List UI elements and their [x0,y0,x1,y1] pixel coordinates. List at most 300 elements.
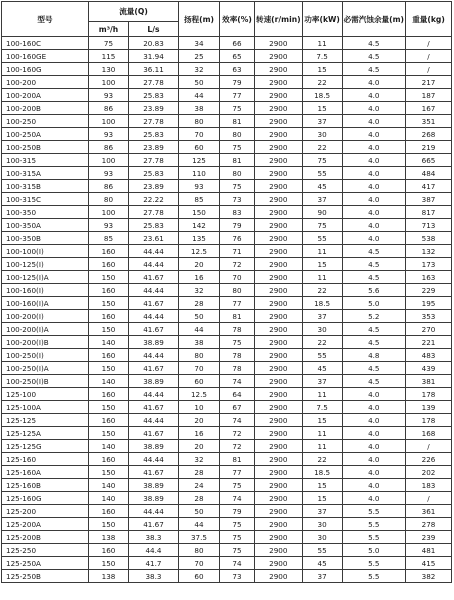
table-row [2,570,452,583]
cell-power: 55 [302,544,342,557]
cell-weight: 195 [406,297,452,310]
cell-efficiency: 72 [220,427,255,440]
cell-flow-ls: 22.22 [129,193,179,206]
cell-weight: 178 [406,414,452,427]
cell-head: 70 [179,557,220,570]
cell-npsh: 4.5 [342,375,405,388]
cell-npsh: 4.0 [342,219,405,232]
table-row [2,401,452,414]
cell-flow-m3h: 150 [89,401,129,414]
cell-efficiency: 77 [220,466,255,479]
cell-efficiency: 75 [220,180,255,193]
header-flow-m3h: m³/h [89,22,129,37]
cell-efficiency: 80 [220,167,255,180]
cell-weight: 202 [406,466,452,479]
cell-npsh: 4.0 [342,401,405,414]
cell-model: 100-160(I) [2,284,89,297]
cell-efficiency: 75 [220,544,255,557]
cell-power: 45 [302,180,342,193]
table-body [2,37,452,583]
table-row [2,531,452,544]
cell-model: 100-200A [2,89,89,102]
cell-head: 60 [179,375,220,388]
cell-efficiency: 81 [220,310,255,323]
cell-flow-m3h: 150 [89,518,129,531]
cell-flow-ls: 44.44 [129,245,179,258]
cell-power: 15 [302,102,342,115]
cell-efficiency: 81 [220,154,255,167]
cell-model: 100-160(I)A [2,297,89,310]
cell-weight: 387 [406,193,452,206]
cell-head: 70 [179,128,220,141]
cell-npsh: 4.8 [342,349,405,362]
table-row [2,180,452,193]
cell-flow-m3h: 150 [89,466,129,479]
cell-efficiency: 78 [220,349,255,362]
cell-speed: 2900 [255,427,303,440]
cell-speed: 2900 [255,570,303,583]
cell-weight: 132 [406,245,452,258]
cell-power: 37 [302,375,342,388]
cell-flow-m3h: 100 [89,206,129,219]
cell-flow-m3h: 138 [89,531,129,544]
cell-power: 15 [302,258,342,271]
cell-weight: 168 [406,427,452,440]
cell-speed: 2900 [255,453,303,466]
cell-flow-m3h: 93 [89,128,129,141]
cell-npsh: 4.0 [342,492,405,505]
cell-flow-ls: 36.11 [129,63,179,76]
cell-weight: 229 [406,284,452,297]
cell-flow-ls: 41.67 [129,362,179,375]
cell-flow-ls: 41.67 [129,518,179,531]
table-row [2,219,452,232]
cell-model: 100-160G [2,63,89,76]
cell-speed: 2900 [255,440,303,453]
table-row [2,258,452,271]
cell-power: 30 [302,531,342,544]
cell-flow-ls: 27.78 [129,115,179,128]
cell-weight: 665 [406,154,452,167]
cell-npsh: 4.0 [342,102,405,115]
cell-weight: 361 [406,505,452,518]
table-row [2,50,452,63]
table-row [2,141,452,154]
cell-power: 75 [302,219,342,232]
cell-power: 75 [302,154,342,167]
cell-power: 55 [302,349,342,362]
cell-flow-m3h: 150 [89,427,129,440]
table-row [2,466,452,479]
cell-head: 60 [179,570,220,583]
cell-flow-ls: 25.83 [129,128,179,141]
cell-flow-m3h: 93 [89,167,129,180]
cell-power: 22 [302,453,342,466]
cell-speed: 2900 [255,50,303,63]
cell-model: 125-100A [2,401,89,414]
cell-head: 32 [179,453,220,466]
cell-head: 25 [179,50,220,63]
cell-flow-ls: 27.78 [129,206,179,219]
cell-efficiency: 78 [220,323,255,336]
cell-head: 50 [179,76,220,89]
cell-head: 135 [179,232,220,245]
cell-head: 32 [179,284,220,297]
cell-head: 44 [179,518,220,531]
cell-flow-ls: 38.89 [129,492,179,505]
cell-flow-m3h: 150 [89,362,129,375]
cell-flow-ls: 44.44 [129,388,179,401]
cell-weight: 219 [406,141,452,154]
cell-npsh: 4.0 [342,206,405,219]
cell-model: 100-200(I)B [2,336,89,349]
cell-flow-m3h: 75 [89,37,129,50]
cell-flow-ls: 23.89 [129,141,179,154]
cell-head: 12.5 [179,388,220,401]
cell-flow-m3h: 160 [89,453,129,466]
cell-head: 70 [179,362,220,375]
cell-model: 100-250 [2,115,89,128]
cell-power: 30 [302,128,342,141]
cell-npsh: 4.0 [342,167,405,180]
cell-efficiency: 73 [220,193,255,206]
cell-npsh: 4.5 [342,63,405,76]
cell-weight: 268 [406,128,452,141]
cell-weight: 270 [406,323,452,336]
table-row [2,102,452,115]
cell-speed: 2900 [255,518,303,531]
cell-weight: 173 [406,258,452,271]
cell-efficiency: 79 [220,76,255,89]
pump-spec-table [1,1,452,583]
table-row [2,427,452,440]
table-row [2,518,452,531]
cell-efficiency: 75 [220,479,255,492]
cell-flow-ls: 38.89 [129,440,179,453]
cell-flow-m3h: 150 [89,323,129,336]
cell-speed: 2900 [255,193,303,206]
cell-npsh: 4.0 [342,232,405,245]
cell-speed: 2900 [255,271,303,284]
cell-power: 11 [302,37,342,50]
cell-efficiency: 67 [220,401,255,414]
cell-npsh: 5.5 [342,505,405,518]
cell-flow-ls: 27.78 [129,154,179,167]
cell-speed: 2900 [255,232,303,245]
cell-weight: 417 [406,180,452,193]
cell-model: 100-250(I) [2,349,89,362]
cell-speed: 2900 [255,544,303,557]
cell-efficiency: 75 [220,336,255,349]
cell-npsh: 4.5 [342,271,405,284]
cell-head: 12.5 [179,245,220,258]
table-row [2,479,452,492]
cell-head: 20 [179,440,220,453]
cell-model: 100-315C [2,193,89,206]
cell-npsh: 4.0 [342,141,405,154]
cell-efficiency: 79 [220,219,255,232]
table-row [2,505,452,518]
cell-speed: 2900 [255,63,303,76]
cell-efficiency: 75 [220,531,255,544]
cell-model: 100-250A [2,128,89,141]
table-row [2,310,452,323]
cell-power: 11 [302,245,342,258]
cell-power: 22 [302,141,342,154]
cell-flow-m3h: 93 [89,219,129,232]
cell-speed: 2900 [255,479,303,492]
cell-model: 100-200(I) [2,310,89,323]
cell-head: 20 [179,258,220,271]
cell-weight: 713 [406,219,452,232]
table-row [2,63,452,76]
cell-flow-ls: 23.89 [129,180,179,193]
cell-model: 125-160 [2,453,89,466]
cell-efficiency: 80 [220,284,255,297]
cell-flow-ls: 23.89 [129,102,179,115]
cell-power: 7.5 [302,401,342,414]
table-row [2,453,452,466]
cell-power: 15 [302,479,342,492]
cell-flow-ls: 44.44 [129,284,179,297]
cell-flow-m3h: 160 [89,310,129,323]
cell-model: 125-125G [2,440,89,453]
cell-model: 100-160GE [2,50,89,63]
cell-head: 80 [179,349,220,362]
cell-flow-ls: 41.7 [129,557,179,570]
table-row [2,336,452,349]
cell-model: 100-350A [2,219,89,232]
cell-efficiency: 65 [220,50,255,63]
table-row [2,154,452,167]
cell-npsh: 5.2 [342,310,405,323]
cell-flow-ls: 25.83 [129,89,179,102]
cell-efficiency: 74 [220,492,255,505]
cell-model: 125-160G [2,492,89,505]
cell-flow-m3h: 160 [89,349,129,362]
cell-efficiency: 75 [220,518,255,531]
cell-flow-m3h: 140 [89,375,129,388]
table-row [2,206,452,219]
cell-flow-ls: 41.67 [129,297,179,310]
cell-efficiency: 74 [220,557,255,570]
cell-model: 125-160B [2,479,89,492]
cell-power: 37 [302,310,342,323]
cell-flow-ls: 44.44 [129,258,179,271]
cell-model: 100-315B [2,180,89,193]
cell-power: 11 [302,271,342,284]
cell-flow-ls: 38.89 [129,336,179,349]
cell-weight: / [406,50,452,63]
cell-npsh: 4.0 [342,427,405,440]
cell-efficiency: 75 [220,102,255,115]
cell-head: 20 [179,414,220,427]
cell-speed: 2900 [255,258,303,271]
table-row [2,271,452,284]
cell-model: 100-250(I)B [2,375,89,388]
cell-head: 24 [179,479,220,492]
cell-weight: 163 [406,271,452,284]
header-head: 扬程(m) [179,2,220,37]
cell-power: 15 [302,414,342,427]
cell-model: 100-200B [2,102,89,115]
cell-speed: 2900 [255,531,303,544]
cell-model: 100-100(I) [2,245,89,258]
cell-head: 38 [179,102,220,115]
cell-model: 100-315 [2,154,89,167]
cell-efficiency: 63 [220,63,255,76]
cell-flow-ls: 41.67 [129,427,179,440]
cell-weight: / [406,440,452,453]
table-row [2,167,452,180]
cell-flow-m3h: 140 [89,492,129,505]
cell-flow-m3h: 150 [89,297,129,310]
cell-flow-m3h: 86 [89,141,129,154]
cell-power: 22 [302,76,342,89]
cell-npsh: 5.5 [342,531,405,544]
cell-efficiency: 70 [220,271,255,284]
cell-model: 125-200A [2,518,89,531]
cell-weight: 221 [406,336,452,349]
cell-head: 16 [179,427,220,440]
cell-npsh: 4.0 [342,76,405,89]
table-row [2,37,452,50]
cell-npsh: 4.0 [342,453,405,466]
cell-power: 45 [302,557,342,570]
cell-efficiency: 79 [220,505,255,518]
cell-flow-ls: 44.44 [129,310,179,323]
cell-weight: 167 [406,102,452,115]
table-row [2,128,452,141]
table-row [2,245,452,258]
cell-npsh: 4.0 [342,388,405,401]
header-flow: 流量(Q) [89,2,179,22]
cell-speed: 2900 [255,89,303,102]
cell-npsh: 4.5 [342,323,405,336]
cell-npsh: 4.0 [342,414,405,427]
cell-head: 28 [179,466,220,479]
cell-head: 44 [179,89,220,102]
cell-speed: 2900 [255,336,303,349]
cell-flow-ls: 41.67 [129,401,179,414]
cell-npsh: 4.5 [342,362,405,375]
cell-efficiency: 77 [220,297,255,310]
cell-power: 22 [302,336,342,349]
cell-flow-ls: 25.83 [129,219,179,232]
cell-power: 37 [302,115,342,128]
cell-model: 125-125A [2,427,89,440]
cell-head: 80 [179,544,220,557]
table-row [2,544,452,557]
table-row [2,414,452,427]
cell-weight: / [406,37,452,50]
cell-npsh: 5.0 [342,544,405,557]
cell-flow-m3h: 130 [89,63,129,76]
cell-weight: 415 [406,557,452,570]
cell-model: 125-250 [2,544,89,557]
cell-npsh: 4.0 [342,440,405,453]
cell-model: 100-200(I)A [2,323,89,336]
cell-flow-ls: 44.44 [129,414,179,427]
cell-npsh: 4.0 [342,466,405,479]
cell-npsh: 4.0 [342,89,405,102]
cell-weight: 178 [406,388,452,401]
cell-speed: 2900 [255,180,303,193]
cell-power: 30 [302,323,342,336]
cell-flow-m3h: 85 [89,232,129,245]
cell-speed: 2900 [255,414,303,427]
cell-head: 38 [179,336,220,349]
cell-model: 100-315A [2,167,89,180]
cell-power: 30 [302,518,342,531]
cell-weight: 381 [406,375,452,388]
cell-efficiency: 80 [220,128,255,141]
cell-npsh: 4.0 [342,154,405,167]
cell-weight: 217 [406,76,452,89]
cell-weight: 278 [406,518,452,531]
cell-flow-m3h: 140 [89,336,129,349]
cell-power: 37 [302,570,342,583]
cell-flow-m3h: 160 [89,245,129,258]
cell-speed: 2900 [255,388,303,401]
cell-power: 18.5 [302,297,342,310]
cell-power: 18.5 [302,466,342,479]
cell-model: 100-200 [2,76,89,89]
cell-flow-ls: 41.67 [129,466,179,479]
cell-speed: 2900 [255,219,303,232]
cell-head: 10 [179,401,220,414]
cell-power: 11 [302,440,342,453]
table-row [2,440,452,453]
cell-weight: 484 [406,167,452,180]
cell-flow-m3h: 115 [89,50,129,63]
table-row [2,284,452,297]
cell-efficiency: 75 [220,141,255,154]
cell-speed: 2900 [255,115,303,128]
cell-flow-m3h: 160 [89,258,129,271]
cell-flow-m3h: 140 [89,479,129,492]
cell-model: 125-200B [2,531,89,544]
cell-efficiency: 71 [220,245,255,258]
cell-model: 100-250(I)A [2,362,89,375]
cell-flow-m3h: 100 [89,115,129,128]
cell-head: 80 [179,115,220,128]
cell-npsh: 4.0 [342,128,405,141]
cell-model: 125-160A [2,466,89,479]
cell-power: 55 [302,232,342,245]
cell-npsh: 4.0 [342,180,405,193]
cell-flow-ls: 44.4 [129,544,179,557]
cell-flow-m3h: 160 [89,414,129,427]
cell-npsh: 4.0 [342,479,405,492]
cell-head: 28 [179,492,220,505]
cell-head: 85 [179,193,220,206]
table-row [2,362,452,375]
cell-npsh: 4.0 [342,193,405,206]
cell-power: 15 [302,63,342,76]
cell-power: 7.5 [302,50,342,63]
cell-speed: 2900 [255,297,303,310]
cell-weight: / [406,492,452,505]
cell-flow-m3h: 80 [89,193,129,206]
cell-efficiency: 74 [220,375,255,388]
table-row [2,557,452,570]
cell-speed: 2900 [255,310,303,323]
cell-head: 37.5 [179,531,220,544]
cell-speed: 2900 [255,466,303,479]
table-row [2,76,452,89]
table-row [2,349,452,362]
